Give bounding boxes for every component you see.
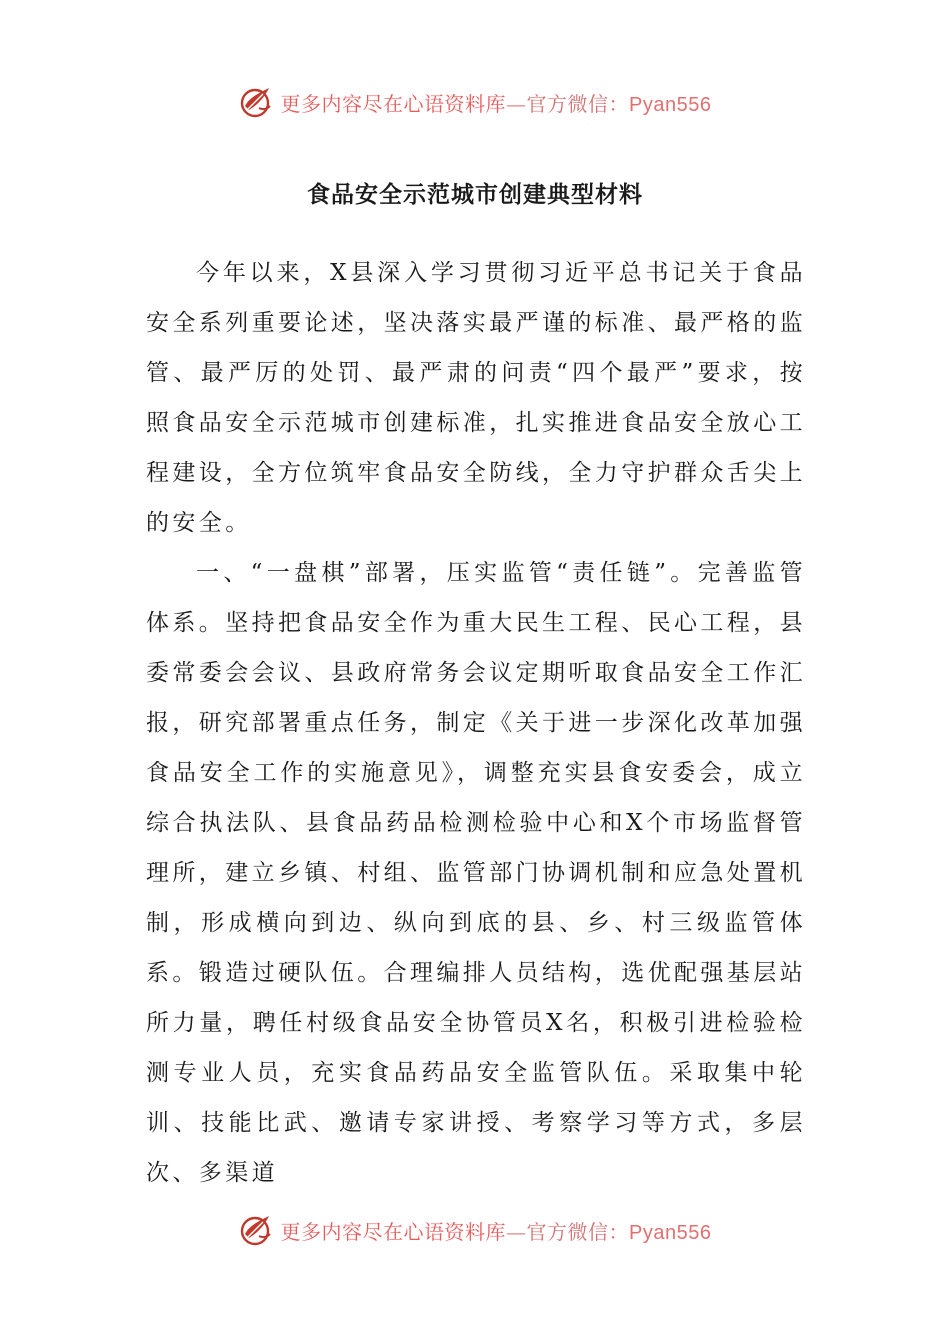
- watermark-label: 官方微信：: [526, 1219, 630, 1244]
- watermark-footer: [0, 1210, 950, 1250]
- watermark-separator: —: [506, 1219, 527, 1244]
- watermark-separator: —: [506, 91, 527, 116]
- document-title: 食品安全示范城市创建典型材料: [307, 182, 643, 208]
- quill-logo-icon: [239, 84, 275, 120]
- watermark-header: [0, 82, 950, 122]
- paragraph-intro: 今年以来，X县深入学习贯彻习近平总书记关于食品安全系列重要论述，坚决落实最严谨的标准、最严格的监管、最严厉的处罚、最严肃的问责“四个最严”要求，按照食品安全示范城市创建标准，扎实推进食品安全放心工程建设，全方位筑牢食品安全防线，全力守护群众舌尖上的安全。: [146, 260, 806, 536]
- watermark-text: [281, 88, 712, 117]
- watermark-wechat-id: Pyan556: [629, 1221, 712, 1244]
- document-body: [146, 248, 806, 1198]
- quill-logo-icon: [239, 1212, 275, 1248]
- watermark-text: [281, 1216, 712, 1245]
- watermark-wechat-id: Pyan556: [629, 93, 712, 116]
- watermark-label: 官方微信：: [526, 91, 630, 116]
- paragraph-section-one: 一、“一盘棋”部署，压实监管“责任链”。完善监管体系。坚持把食品安全作为重大民生工程、民心工程，县委常委会会议、县政府常务会议定期听取食品安全工作汇报，研究部署重点任务，制定《关于进一步深化改革加强食品安全工作的实施意见》，调整充实县食安委会，成立综合执法队、县食品药品检测检验中心和X个市场监督管理所，建立乡镇、村组、监管部门协调机制和应急处置机制，形成横向到边、纵向到底的县、乡、村三级监管体系。锻造过硬队伍。合理编排人员结构，选优配强基层站所力量，聘任村级食品安全协管员X名，积极引进检验检测专业人员，充实食品药品安全监管队伍。采取集中轮训、技能比武、邀请专家讲授、考察学习等方式，多层次、多渠道: [146, 560, 806, 1186]
- watermark-main: 更多内容尽在心语资料库: [280, 1219, 507, 1244]
- watermark-main: 更多内容尽在心语资料库: [280, 91, 507, 116]
